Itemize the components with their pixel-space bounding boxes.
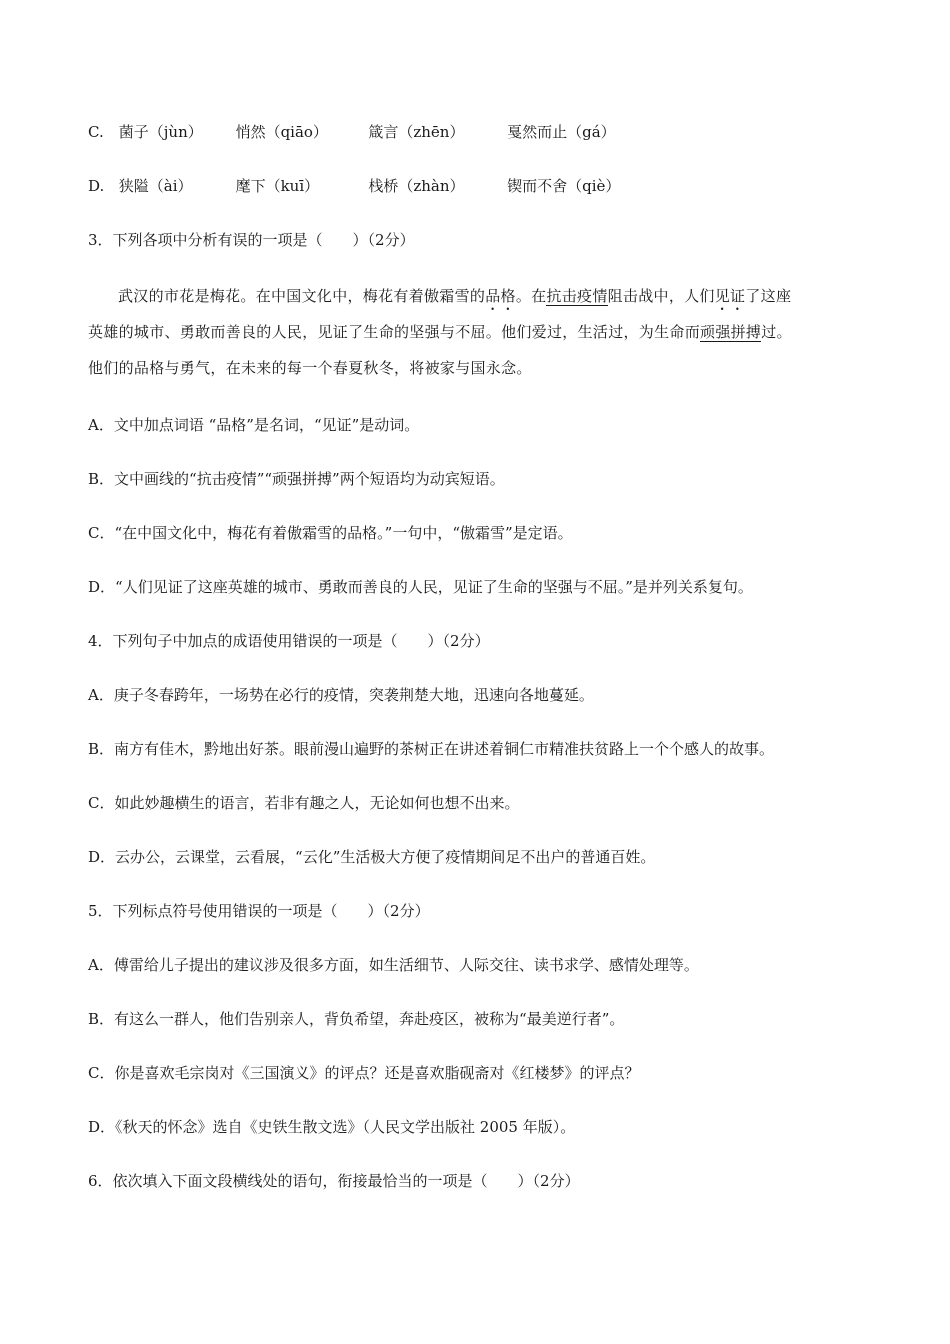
pinyin-item: 菌子（jùn）: [118, 123, 203, 141]
q4-option-a: A．庚子冬春跨年，一场势在必行的疫情，突袭荆楚大地，迅速向各地蔓延。: [88, 686, 594, 704]
question-6-stem: 6．依次填入下面文段横线处的语句，衔接最恰当的一项是（ ）（2分）: [88, 1172, 580, 1190]
pinyin-item: 麾下（kuī）: [235, 177, 320, 195]
q4-option-b: B．南方有佳木，黔地出好茶。眼前漫山遍野的茶树正在讲述着铜仁市精准扶贫路上一个个感人的故事。: [88, 740, 775, 758]
q5-option-b: B．有这么一群人，他们告别亲人，背负希望，奔赴疫区，被称为“最美逆行者”。: [88, 1010, 625, 1028]
q4-option-d: D．云办公，云课堂，云看展，“云化”生活极大方便了疫情期间足不出户的普通百姓。: [88, 848, 656, 866]
q3-option-a: A．文中加点词语 “品格”是名词，“见证”是动词。: [88, 416, 420, 434]
q3-option-b: B．文中画线的“抗击疫情”“顽强拼搏”两个短语均为动宾短语。: [88, 470, 505, 488]
question-3-passage: [88, 278, 868, 386]
q3-option-d: D．“人们见证了这座英雄的城市、勇敢而善良的人民，见证了生命的坚强与不屈。”是并列关系复句。: [88, 578, 753, 596]
passage-text: 英雄的城市、勇敢而善良的人民，见证了生命的坚强与不屈。他们爱过，生活过，为生命而: [88, 323, 701, 341]
q3-option-c: C．“在中国文化中，梅花有着傲霜雪的品格。”一句中，“傲霜雪”是定语。: [88, 524, 573, 542]
pinyin-item: 狭隘（ài）: [118, 177, 193, 195]
q2-option-c: [88, 122, 616, 142]
passage-line-2: [88, 314, 868, 350]
q5-option-c: C．你是喜欢毛宗岗对《三国演义》的评点？还是喜欢脂砚斋对《红楼梦》的评点？: [88, 1064, 640, 1082]
option-label: C.: [88, 123, 104, 141]
dotted-word: 见证: [714, 287, 746, 305]
pinyin-item: 锲而不舍（qiè）: [507, 177, 621, 195]
passage-text: 阻击战中，人们: [607, 287, 715, 305]
dotted-word: 品格: [485, 287, 516, 305]
pinyin-item: 戛然而止（gá）: [507, 123, 616, 141]
pinyin-item: 悄然（qiāo）: [235, 123, 328, 141]
pinyin-item: 箴言（zhēn）: [368, 123, 465, 141]
q2-option-d: [88, 176, 620, 196]
underlined-phrase: 顽强拼搏: [700, 323, 762, 341]
passage-text: 了这座: [745, 287, 792, 305]
passage-text: 。在: [515, 287, 547, 305]
option-label: D.: [88, 177, 105, 195]
passage-line-3: 他们的品格与勇气，在未来的每一个春夏秋冬，将被家与国永念。: [88, 359, 532, 377]
passage-text: 武汉的市花是梅花。在中国文化中，梅花有着傲霜雪的: [118, 287, 486, 305]
question-3-stem: 3．下列各项中分析有误的一项是（ ）（2分）: [88, 231, 415, 249]
question-5-stem: 5．下列标点符号使用错误的一项是（ ）（2分）: [88, 902, 430, 920]
passage-text: 过。: [761, 323, 792, 341]
pinyin-item: 栈桥（zhàn）: [368, 177, 465, 195]
underlined-phrase: 抗击疫情: [546, 287, 608, 305]
q4-option-c: C．如此妙趣横生的语言，若非有趣之人，无论如何也想不出来。: [88, 794, 520, 812]
q5-option-a: A．傅雷给儿子提出的建议涉及很多方面，如生活细节、人际交往、读书求学、感情处理等。: [88, 956, 699, 974]
passage-line-1: [88, 278, 868, 314]
question-4-stem: 4．下列句子中加点的成语使用错误的一项是（ ）（2分）: [88, 632, 490, 650]
q5-option-d: D．《秋天的怀念》选自《史铁生散文选》（人民文学出版社 2005 年版）。: [88, 1118, 576, 1136]
